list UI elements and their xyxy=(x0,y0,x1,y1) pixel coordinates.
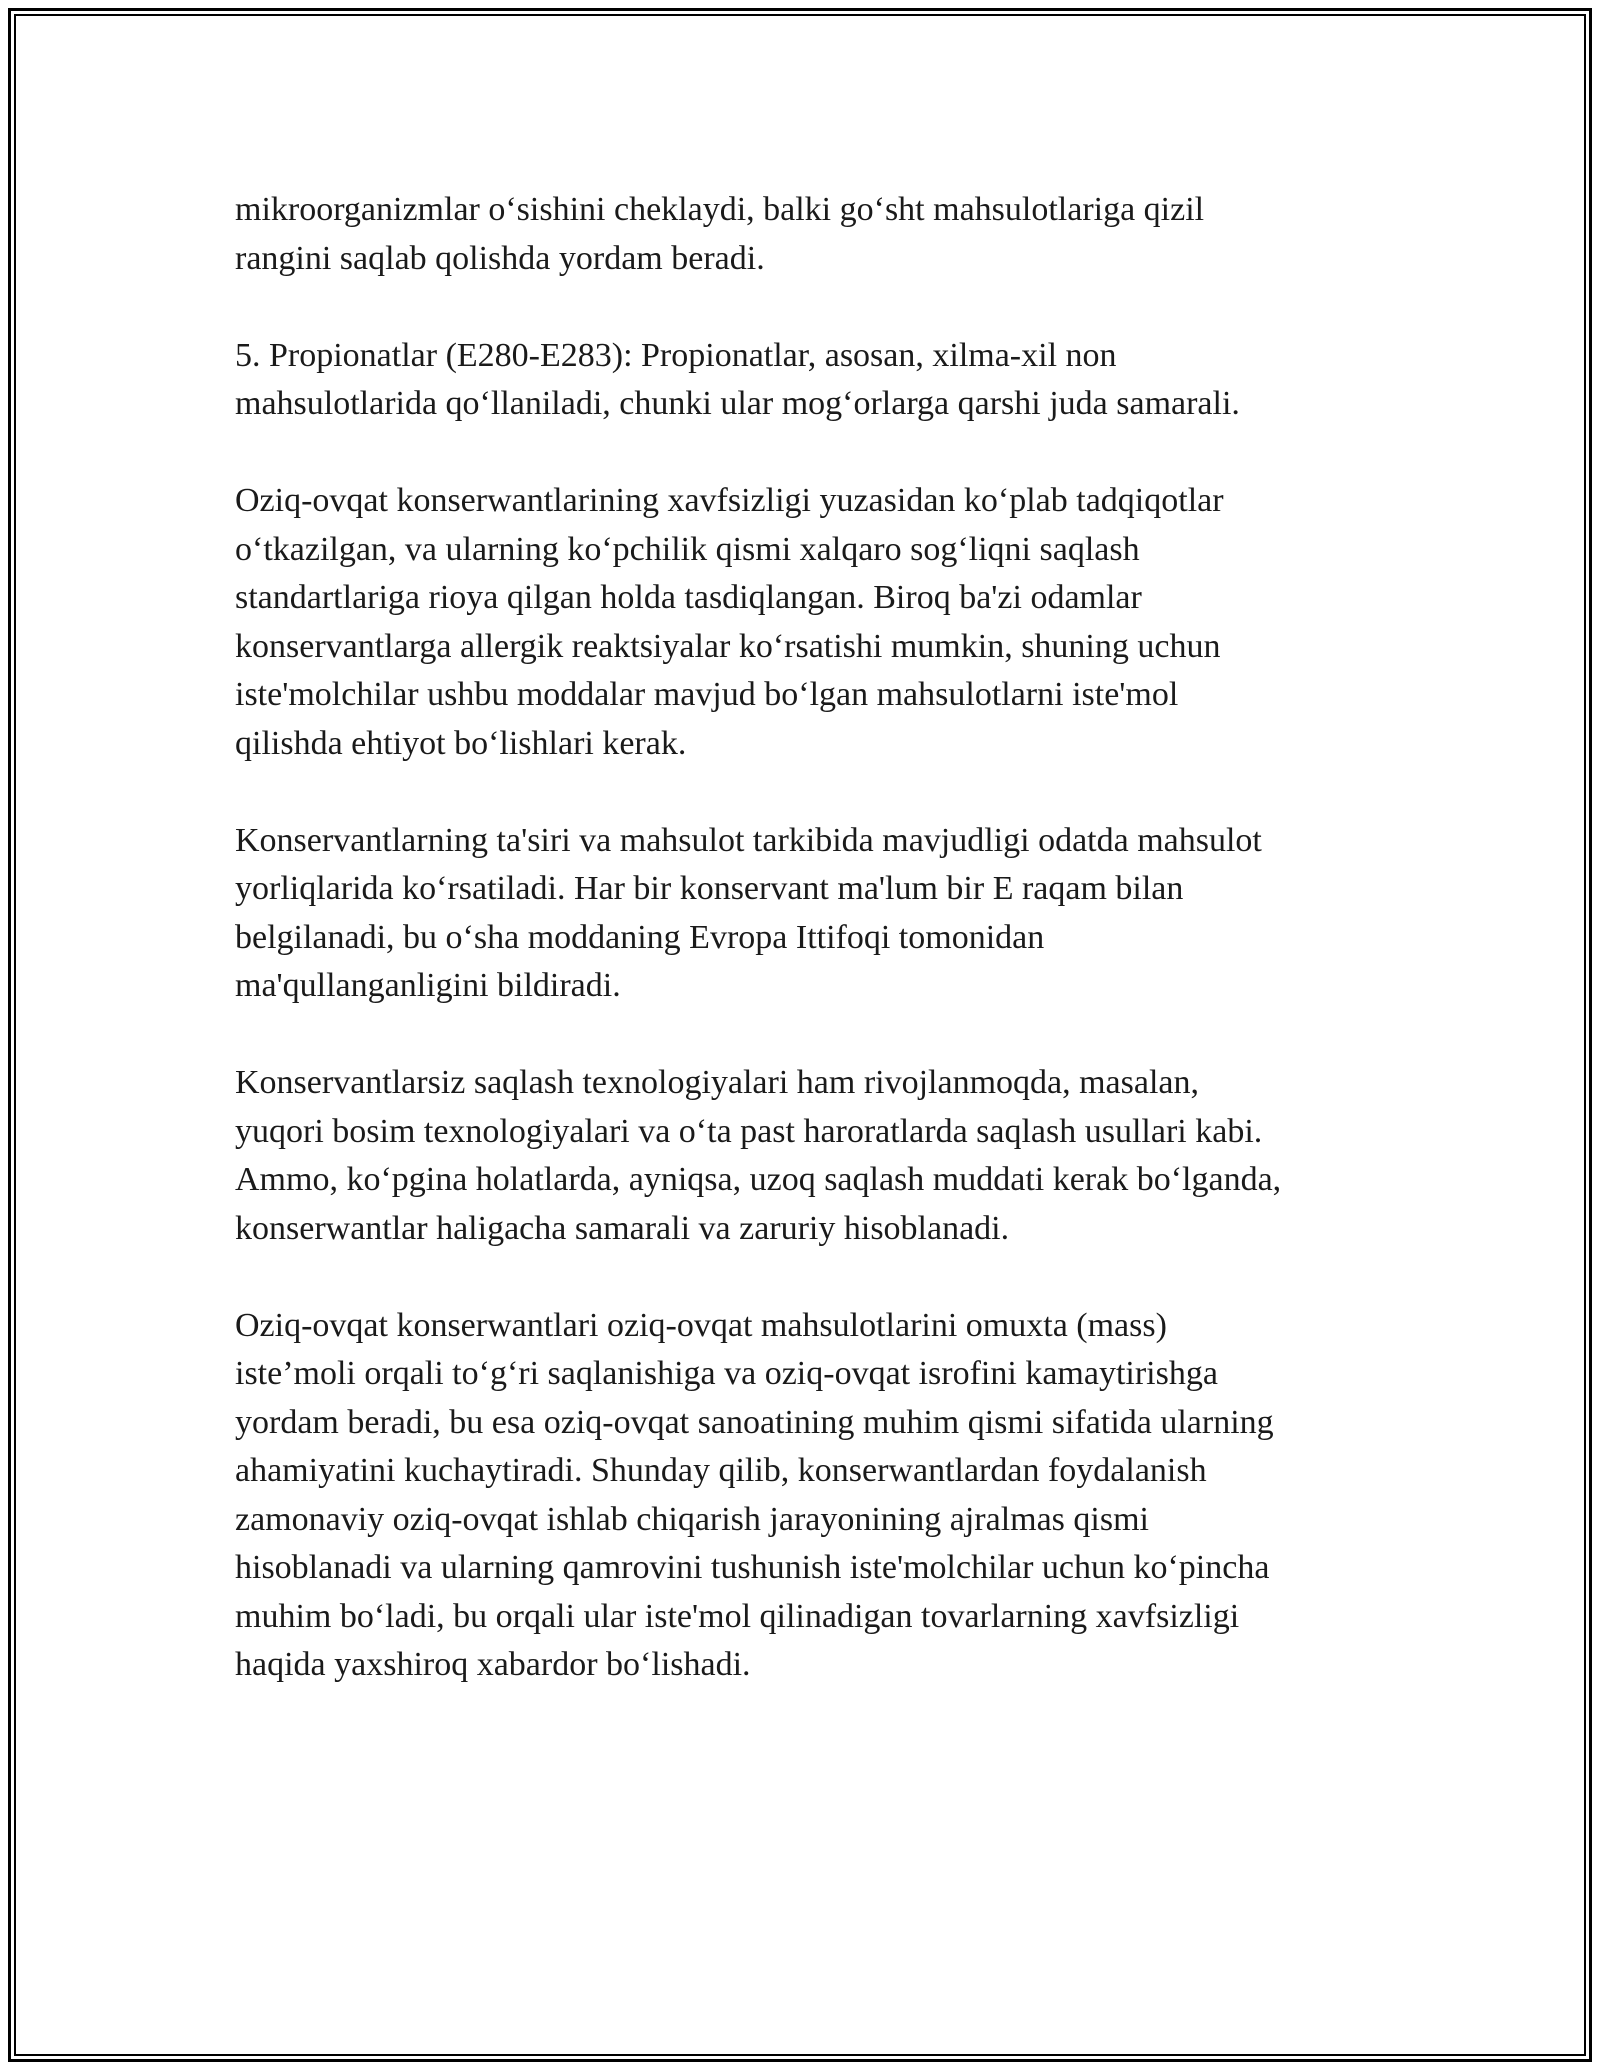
paragraph-alternative-technologies: Konservantlarsiz saqlash texnologiyalari ham rivojlanmoqda, masalan, yuqori bosim texnologiyalari va o‘ta past haroratlarda saqlash usullari kabi. Ammo, ko‘pgina holatlarda, ayniqsa, uzoq saqlash muddati kerak bo‘lganda, konserwantlar haligacha samarali va zaruriy hisoblanadi. xyxy=(235,1064,1282,1247)
paragraph-preservation-effect: mikroorganizmlar o‘sishini cheklaydi, balki go‘sht mahsulotlariga qizil rangini saqlab qolishda yordam beradi. xyxy=(235,191,1205,277)
paragraph-safety-research: Oziq-ovqat konserwantlarining xavfsizligi yuzasidan ko‘plab tadqiqotlar o‘tkazilgan, va ularning ko‘pchilik qismi xalqaro sog‘liqni saqlash standartlariga rioya qilgan holda tasdiqlangan. Biroq ba'zi odamlar konservantlarga allergik reaktsiyalar ko‘rsatishi mumkin, shuning uchun iste'molchilar ushbu moddalar mavjud bo‘lgan mahsulotlarni iste'mol qilishda ehtiyot bo‘lishlari kerak. xyxy=(235,482,1224,762)
paragraph-labeling: Konservantlarning ta'siri va mahsulot tarkibida mavjudligi odatda mahsulot yorliqlarida ko‘rsatiladi. Har bir konservant ma'lum bir E raqam bilan belgilanadi, bu o‘sha moddaning Evropa Ittifoqi tomonidan ma'qullanganligini bildiradi. xyxy=(235,821,1262,1004)
page-body xyxy=(235,186,1395,1738)
paragraph-conclusion: Oziq-ovqat konserwantlari oziq-ovqat mahsulotlarini omuxta (mass) iste’moli orqali to‘g‘ri saqlanishiga va oziq-ovqat isrofini kamaytirishga yordam beradi, bu esa oziq-ovqat sanoatining muhim qismi sifatida ularning ahamiyatini kuchaytiradi. Shunday qilib, konserwantlardan foydalanish zamonaviy oziq-ovqat ishlab chiqarish jarayonining ajralmas qismi hisoblanadi va ularning qamrovini tushunish iste'molchilar uchun ko‘pincha muhim bo‘ladi, bu orqali ular iste'mol qilinadigan tovarlarning xavfsizligi haqida yaxshiroq xabardor bo‘lishadi. xyxy=(235,1306,1274,1683)
paragraph-propionates: 5. Propionatlar (E280-E283): Propionatlar, asosan, xilma-xil non mahsulotlarida qo‘llaniladi, chunki ular mog‘orlarga qarshi juda samarali. xyxy=(235,336,1240,422)
